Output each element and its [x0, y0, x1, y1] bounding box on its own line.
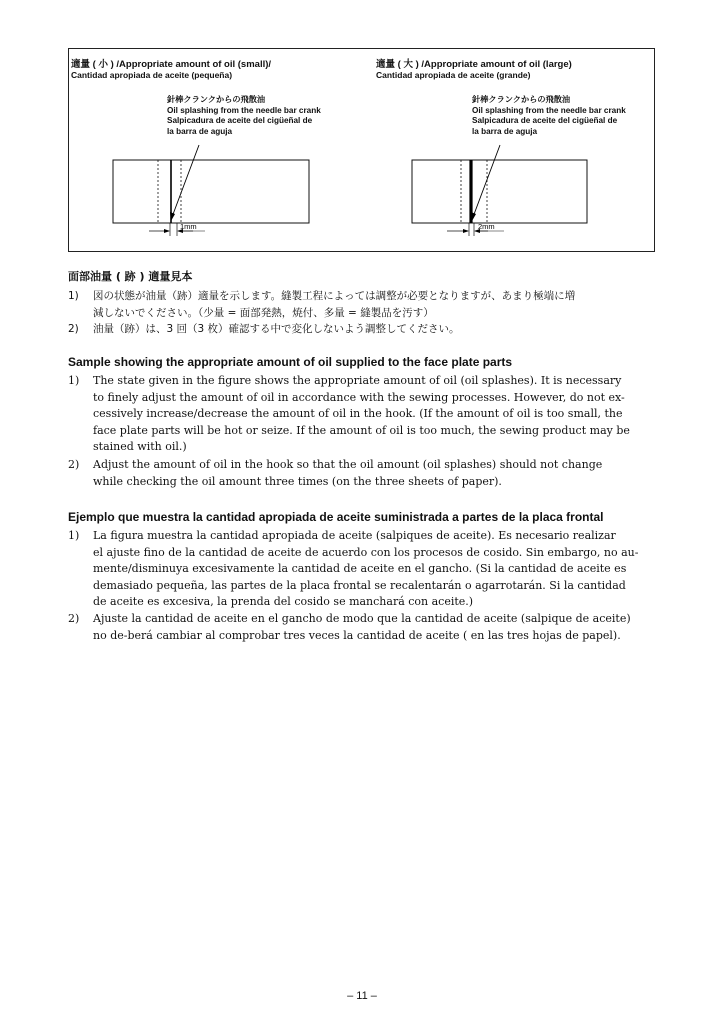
spanish-heading: Ejemplo que muestra la cantidad apropiada de aceite suministrada a partes de la placa frontal	[68, 510, 604, 524]
item-line: mente/disminuya excesivamente la cantidad de aceite en el gancho. (Si la cantidad de aceite es	[93, 562, 627, 575]
dimension-label: 2mm	[478, 222, 495, 231]
dimension-arrow	[463, 229, 469, 233]
item-line: stained with oil.)	[93, 440, 187, 453]
paper-sample-rect	[113, 160, 309, 223]
item-line: to finely adjust the amount of oil in accordance with the sewing processes. However, do not ex-	[93, 390, 625, 404]
figure-title-small-line1: 適量 ( 小 ) /Appropriate amount of oil (small)/	[71, 59, 272, 70]
item-number: 1)	[68, 374, 80, 387]
item-line: 図の状態が油量（跡）適量を示します。縫製工程によっては調整が必要となりますが、あまり極端に増	[93, 290, 576, 302]
item-line: Ajuste la cantidad de aceite en el gancho de modo que la cantidad de aceite (salpique de aceite)	[93, 612, 631, 625]
item-line: no de-berá cambiar al comprobar tres veces la cantidad de aceite ( en las tres hojas de papel).	[93, 628, 621, 642]
english-heading: Sample showing the appropriate amount of oil supplied to the face plate parts	[68, 355, 513, 369]
oil-amount-figure	[68, 48, 655, 252]
japanese-heading: 面部油量 ( 跡 ) 適量見本	[68, 270, 193, 283]
label-line: Oil splashing from the needle bar crank	[472, 105, 626, 115]
item-line: de aceite es excesiva, la prenda del cosido se manchará con aceite.)	[93, 595, 474, 608]
item-line: while checking the oil amount three times (on the three sheets of paper).	[93, 474, 502, 488]
item-line: The state given in the figure shows the appropriate amount of oil (oil splashes). It is necessary	[93, 374, 622, 387]
figure-title-small-line2: Cantidad apropiada de aceite (pequeña)	[71, 70, 233, 80]
label-line: 針棒クランクからの飛散油	[167, 95, 266, 104]
label-line: 針棒クランクからの飛散油	[472, 95, 571, 104]
dimension-label: 1mm	[180, 222, 197, 231]
item-number: 2)	[68, 612, 80, 625]
oil-sample-diagram-small	[69, 49, 359, 249]
figure-title-large-line1: 適量 ( 大 ) /Appropriate amount of oil (large)	[376, 59, 572, 70]
item-number: 1)	[68, 529, 80, 542]
item-line: La figura muestra la cantidad apropiada de aceite (salpiques de aceite). Es necesario realizar	[93, 529, 616, 542]
oil-sample-diagram-large	[374, 49, 664, 249]
label-line: Oil splashing from the needle bar crank	[167, 105, 321, 115]
label-line: Salpicadura de aceite del cigüeñal de	[472, 116, 618, 125]
item-line: 減しないでください。（少量 = 面部発熱，焼付、多量 = 縫製品を汚す）	[93, 306, 434, 319]
item-line: Adjust the amount of oil in the hook so that the oil amount (oil splashes) should not change	[93, 458, 603, 471]
label-line: la barra de aguja	[472, 126, 538, 136]
item-number: 2)	[68, 323, 79, 335]
item-line: demasiado pequeña, las partes de la placa frontal se recalentarán o agarrotarán. Si la cantidad	[93, 578, 626, 592]
label-line: la barra de aguja	[167, 126, 233, 136]
item-line: cessively increase/decrease the amount of oil in the hook. (If the amount of oil is too small, the	[93, 407, 623, 420]
figure-panel-large	[374, 49, 664, 249]
dimension-arrow	[164, 229, 170, 233]
page-number: – 11 –	[347, 990, 377, 1002]
item-number: 1)	[68, 290, 79, 302]
item-line: el ajuste fino de la cantidad de aceite de acuerdo con los procesos de cosido. Sin embargo, no au-	[93, 545, 639, 559]
item-number: 2)	[68, 458, 80, 471]
label-line: Salpicadura de aceite del cigüeñal de	[167, 116, 313, 125]
leader-line	[473, 145, 500, 217]
paper-sample-rect	[412, 160, 587, 223]
leader-line	[172, 145, 199, 217]
item-line: 油量（跡）は、3 回（3 枚）確認する中で変化しないよう調整してください。	[93, 323, 460, 335]
figure-panel-small	[69, 49, 359, 249]
item-line: face plate parts will be hot or seize. If the amount of oil is too much, the sewing product may be	[93, 423, 630, 437]
figure-title-large-line2: Cantidad apropiada de aceite (grande)	[376, 70, 531, 80]
